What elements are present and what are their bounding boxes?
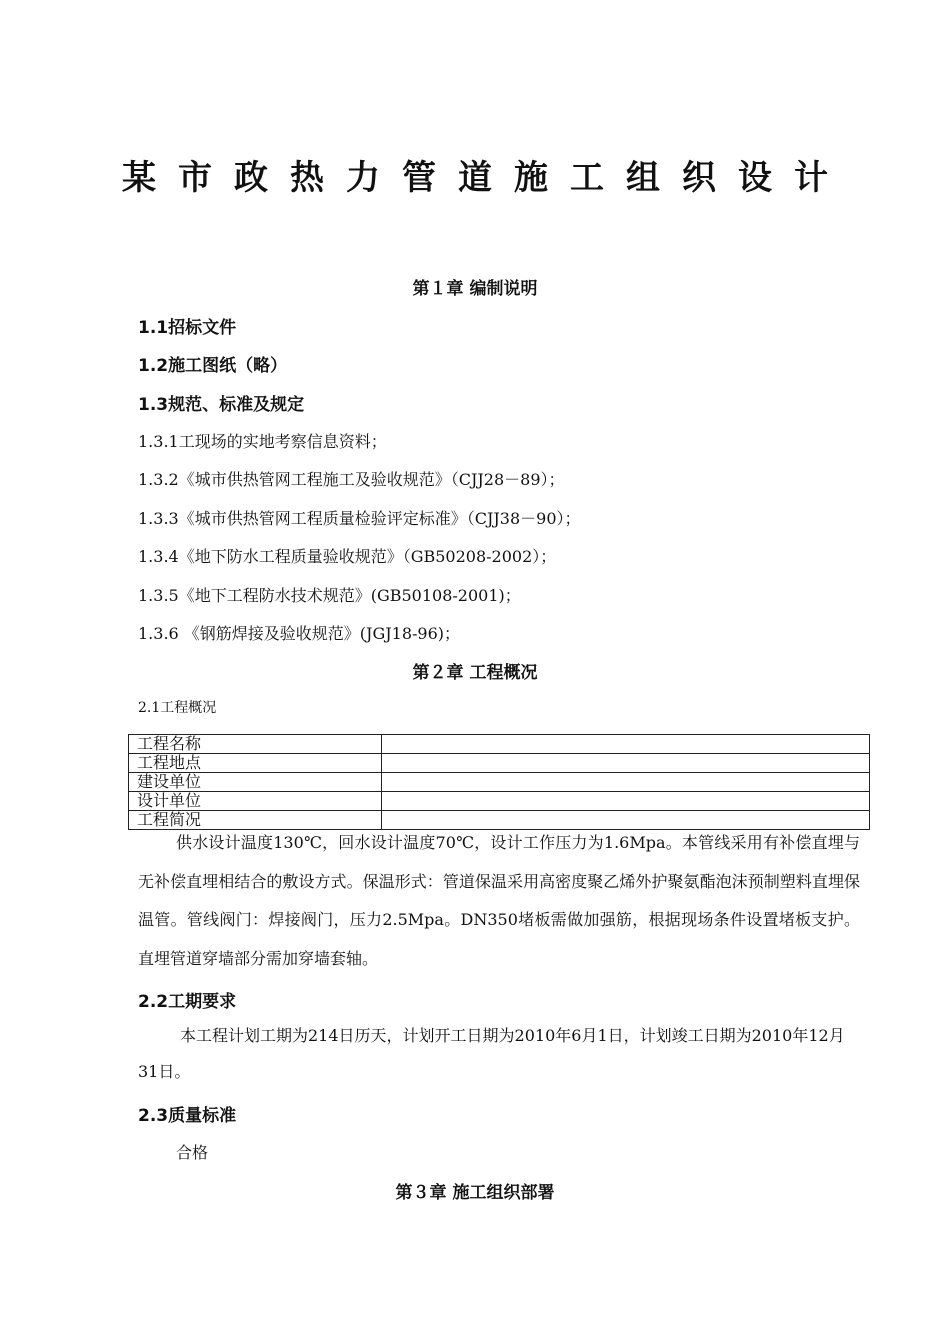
table-value	[382, 773, 870, 792]
overview-paragraph: 供水设计温度130℃，回水设计温度70℃，设计工作压力为1.6Mpa。本管线采用有补偿直埋与无补偿直埋相结合的敷设方式。保温形式：管道保温采用高密度聚乙烯外护聚氨酯泡沫预制塑料直埋保温管。管线阀门：焊接阀门，压力2.5Mpa。DN350堵板需做加强筋，根据现场条件设置堵板支护。直埋管道穿墙部分需加穿墙套轴。	[138, 833, 860, 968]
section-1-2-heading: 1.2施工图纸（略）	[138, 356, 288, 376]
table-row	[129, 792, 870, 811]
document-title: 某市政热力管道施工组织设计	[122, 158, 850, 198]
chapter-1-heading: 第１章 编制说明	[412, 279, 538, 299]
section-2-1-heading: 2.1工程概况	[138, 700, 217, 716]
quality-standard-value: 合格	[176, 1143, 209, 1162]
chapter-2-heading: 第２章 工程概况	[412, 663, 538, 683]
standard-item: 1.3.2《城市供热管网工程施工及验收规范》（CJJ28－89）；	[138, 470, 565, 489]
table-value	[382, 735, 870, 754]
standard-item: 1.3.4《地下防水工程质量验收规范》（GB50208-2002）；	[138, 547, 557, 566]
table-row	[129, 735, 870, 754]
table-row	[129, 773, 870, 792]
section-2-2-heading: 2.2工期要求	[138, 992, 237, 1012]
schedule-paragraph: 本工程计划工期为214日历天，计划开工日期为2010年6月1日，计划竣工日期为2010年12月31日。	[138, 1026, 845, 1081]
table-value	[382, 792, 870, 811]
table-label: 工程地点	[129, 754, 382, 773]
table-label: 工程简况	[129, 811, 382, 830]
chapter-3-heading: 第３章 施工组织部署	[395, 1183, 555, 1203]
standard-item: 1.3.6 《钢筋焊接及验收规范》(JGJ18-96)；	[138, 624, 461, 643]
project-info-table	[128, 734, 870, 830]
standard-item: 1.3.3《城市供热管网工程质量检验评定标准》（CJJ38－90）；	[138, 509, 581, 528]
standard-item: 1.3.1工现场的实地考察信息资料；	[138, 432, 387, 451]
standard-item: 1.3.5《地下工程防水技术规范》(GB50108-2001)；	[138, 586, 521, 605]
section-1-3-heading: 1.3规范、标准及规定	[138, 395, 305, 415]
table-row	[129, 754, 870, 773]
table-value	[382, 754, 870, 773]
table-label: 设计单位	[129, 792, 382, 811]
section-2-3-heading: 2.3质量标准	[138, 1106, 237, 1126]
table-label: 工程名称	[129, 735, 382, 754]
section-1-1-heading: 1.1招标文件	[138, 318, 237, 338]
table-label: 建设单位	[129, 773, 382, 792]
